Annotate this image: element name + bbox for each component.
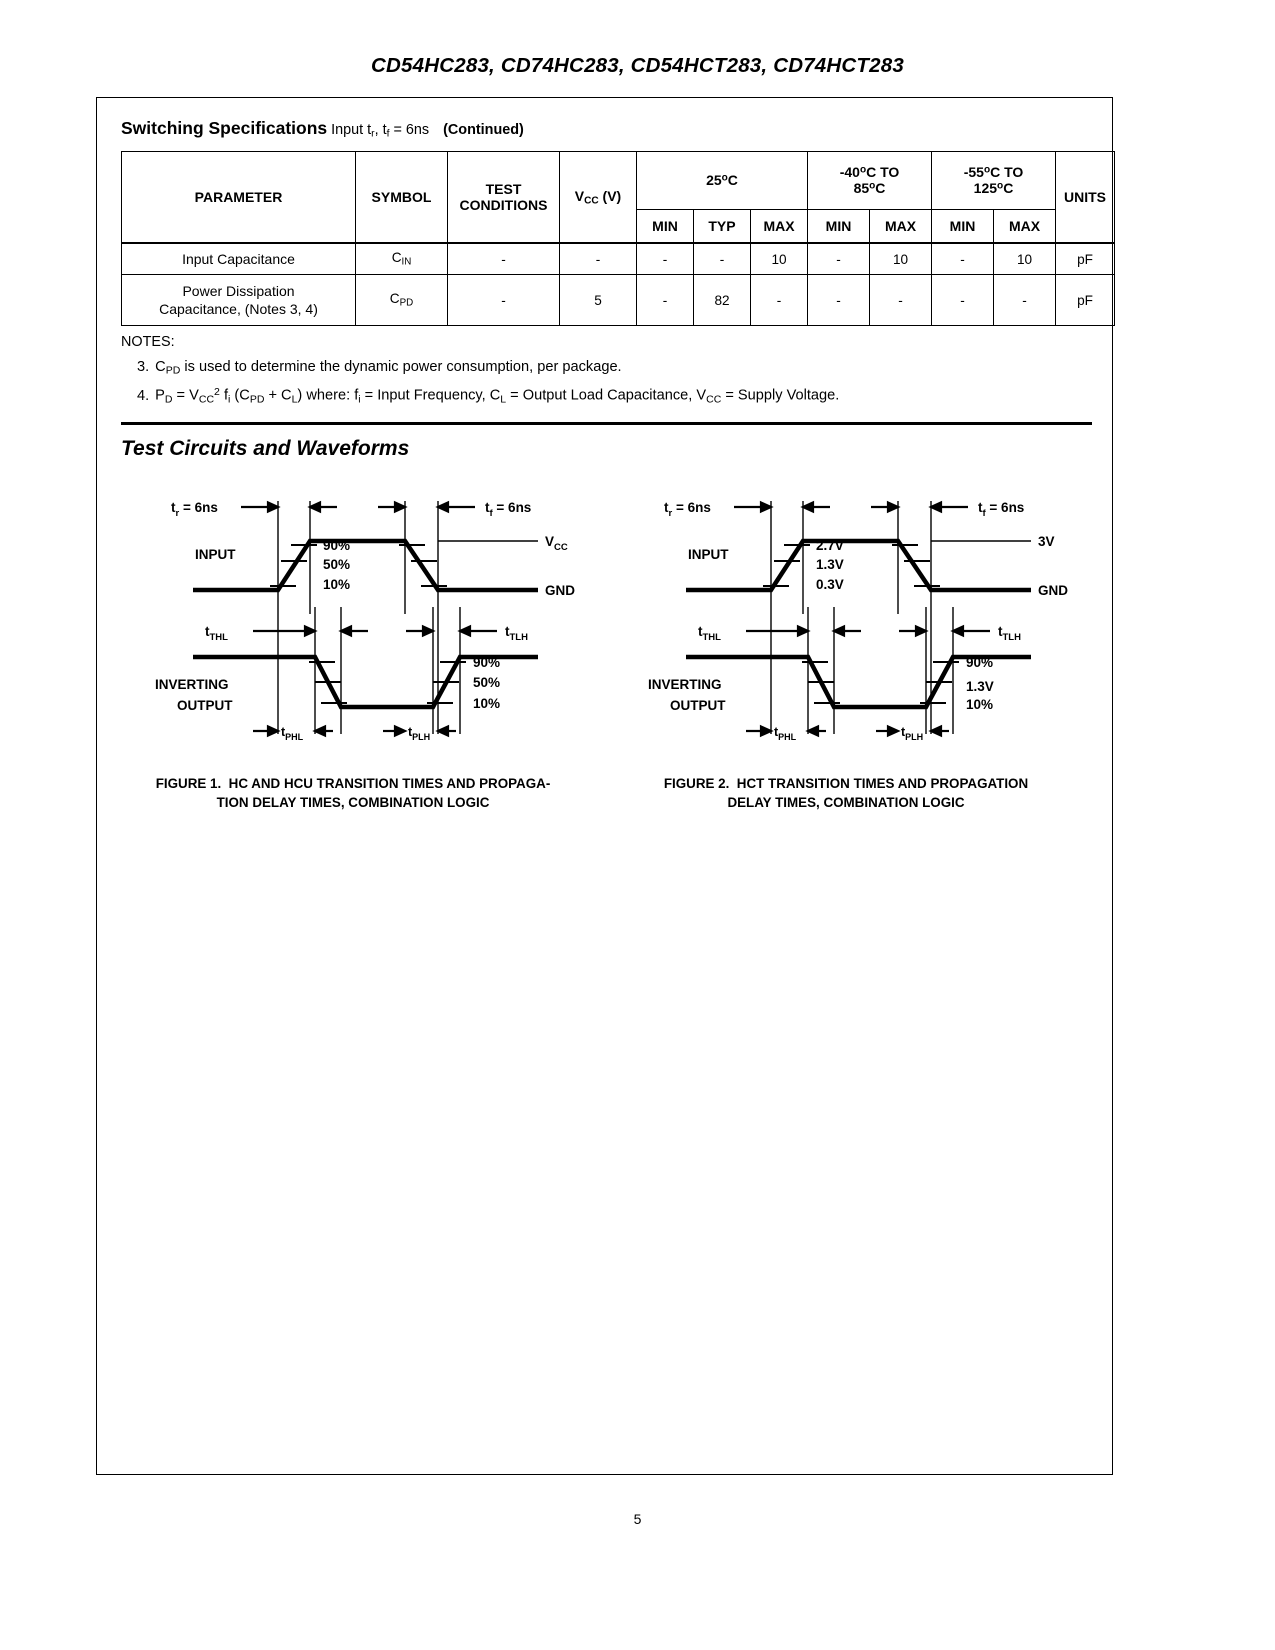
figure1-ttlh-label: $t_{TLH}$ [505, 624, 528, 644]
th-min-40: MIN [808, 209, 870, 243]
th-typ-25: TYP [694, 209, 751, 243]
th-units: UNITS [1056, 151, 1115, 243]
figure1-input-level-90: 90% [323, 538, 351, 554]
cell-test-conditions: - [448, 275, 560, 326]
figure1-tthl-label: $t_{THL}$ [205, 624, 228, 644]
switching-specifications-table [121, 151, 1115, 327]
th-vcc: $V_{CC}$ (V) [560, 151, 637, 243]
cell-min-25: - [637, 243, 694, 275]
figure1-output-label-line2: OUTPUT [177, 698, 233, 714]
figure1-tr-label: $t_r = 6ns$ [171, 500, 218, 520]
figure1-input-level-50: 50% [323, 557, 351, 573]
figure1-gnd-label: GND [545, 583, 575, 599]
figure2-tr-label: $t_r = 6ns$ [664, 500, 711, 520]
cell-symbol: $C_{PD}$ [356, 275, 448, 326]
cell-vcc: - [560, 243, 637, 275]
figure1-input-level-10: 10% [323, 577, 351, 593]
section-divider [121, 422, 1092, 425]
figure2-tphl-label: $t_{PHL}$ [774, 725, 797, 743]
spec-heading-continued: (Continued) [443, 122, 524, 138]
figure-1-waveform [133, 479, 603, 779]
cell-typ-25: 82 [694, 275, 751, 326]
figure2-tplh-label: $t_{PLH}$ [901, 725, 924, 743]
th-temp-55-125c: -55$^o$C TO 125$^o$C [932, 151, 1056, 209]
cell-max-55: 10 [994, 243, 1056, 275]
cell-units: pF [1056, 243, 1115, 275]
notes-label: NOTES: [121, 334, 175, 351]
table-row [122, 243, 1115, 275]
th-min-55: MIN [932, 209, 994, 243]
cell-min-55: - [932, 275, 994, 326]
figure-2-caption: FIGURE 2. HCT TRANSITION TIMES AND PROPAGATION DELAY TIMES, COMBINATION LOGIC [663, 776, 1029, 811]
figure2-input-level-high: 2.7V [816, 538, 844, 554]
spec-heading-main: Switching Specifications [121, 118, 328, 138]
figure2-input-level-mid: 1.3V [816, 557, 844, 573]
section-title: Test Circuits and Waveforms [121, 437, 410, 461]
th-min-25: MIN [637, 209, 694, 243]
figure2-input-level-low: 0.3V [816, 577, 844, 593]
cell-min-55: - [932, 243, 994, 275]
spec-heading-condition: Input $t_r$, $t_f = 6ns$ [331, 122, 430, 140]
cell-parameter: Input Capacitance [122, 243, 356, 275]
cell-max-40: - [870, 275, 932, 326]
content-frame [96, 97, 1113, 1475]
th-temp-40-85c: -40$^o$C TO 85$^o$C [808, 151, 932, 209]
figure1-input-label: INPUT [195, 547, 236, 563]
th-symbol: SYMBOL [356, 151, 448, 243]
figure2-tf-label: $t_f = 6ns$ [978, 500, 1025, 520]
content-inner [121, 118, 1106, 811]
cell-parameter: Power Dissipation Capacitance, (Notes 3, 4) [122, 275, 356, 326]
th-max-55: MAX [994, 209, 1056, 243]
note-3: 3. $C_{PD}$ is used to determine the dynamic power consumption, per package. [137, 359, 622, 377]
cell-units: pF [1056, 275, 1115, 326]
table-header-row-top [122, 151, 1115, 209]
figure1-output-level-50: 50% [473, 675, 501, 691]
cell-max-25: - [751, 275, 808, 326]
figure1-tf-label: $t_f = 6ns$ [485, 500, 532, 520]
switching-specifications-heading [121, 118, 1091, 140]
th-temp-25c: 25$^o$C [637, 151, 808, 209]
cell-min-40: - [808, 243, 870, 275]
cell-test-conditions: - [448, 243, 560, 275]
figure2-gnd-label: GND [1038, 583, 1068, 599]
figure2-input-label: INPUT [688, 547, 729, 563]
cell-max-40: 10 [870, 243, 932, 275]
cell-max-55: - [994, 275, 1056, 326]
figure1-output-level-10: 10% [473, 696, 501, 712]
cell-min-40: - [808, 275, 870, 326]
figure2-ttlh-label: $t_{TLH}$ [998, 624, 1021, 644]
note-4: 4. $P_D = V_{CC}^2$ $f_i$ $(C_{PD} + C_L)$ where: $f_i$ = Input Frequency, $C_L$ = Output Load Capacitance, $V_{CC}$ = Supply Voltage. [137, 385, 840, 406]
th-parameter: PARAMETER [122, 151, 356, 243]
figure1-vcc-label: $V_{CC}$ [545, 534, 568, 554]
page-number: 5 [633, 1511, 642, 1527]
figures-container [121, 479, 1092, 809]
figure1-output-level-90: 90% [473, 655, 501, 671]
th-max-25: MAX [751, 209, 808, 243]
figure2-output-level-90: 90% [966, 655, 994, 671]
figure2-output-level-mid: 1.3V [966, 679, 994, 695]
figure2-tthl-label: $t_{THL}$ [698, 624, 721, 644]
cell-min-25: - [637, 275, 694, 326]
figure1-tplh-label: $t_{PLH}$ [408, 725, 431, 743]
figure1-output-label-line1: INVERTING [155, 677, 229, 693]
page-title: CD54HC283, CD74HC283, CD54HCT283, CD74HCT283 [371, 54, 904, 77]
figure-2-waveform [626, 479, 1096, 779]
figure2-output-level-10: 10% [966, 697, 994, 713]
cell-vcc: 5 [560, 275, 637, 326]
th-max-40: MAX [870, 209, 932, 243]
figure2-output-label-line2: OUTPUT [670, 698, 726, 714]
figure2-vcc-label: 3V [1038, 534, 1055, 550]
cell-typ-25: - [694, 243, 751, 275]
figure1-tphl-label: $t_{PHL}$ [281, 725, 304, 743]
th-test-conditions: TEST CONDITIONS [448, 151, 560, 243]
cell-max-25: 10 [751, 243, 808, 275]
figure2-output-label-line1: INVERTING [648, 677, 722, 693]
figure-1-caption: FIGURE 1. HC AND HCU TRANSITION TIMES AND PROPAGA- TION DELAY TIMES, COMBINATION LOGIC [155, 776, 551, 811]
cell-symbol: $C_{IN}$ [356, 243, 448, 275]
table-row [122, 275, 1115, 326]
